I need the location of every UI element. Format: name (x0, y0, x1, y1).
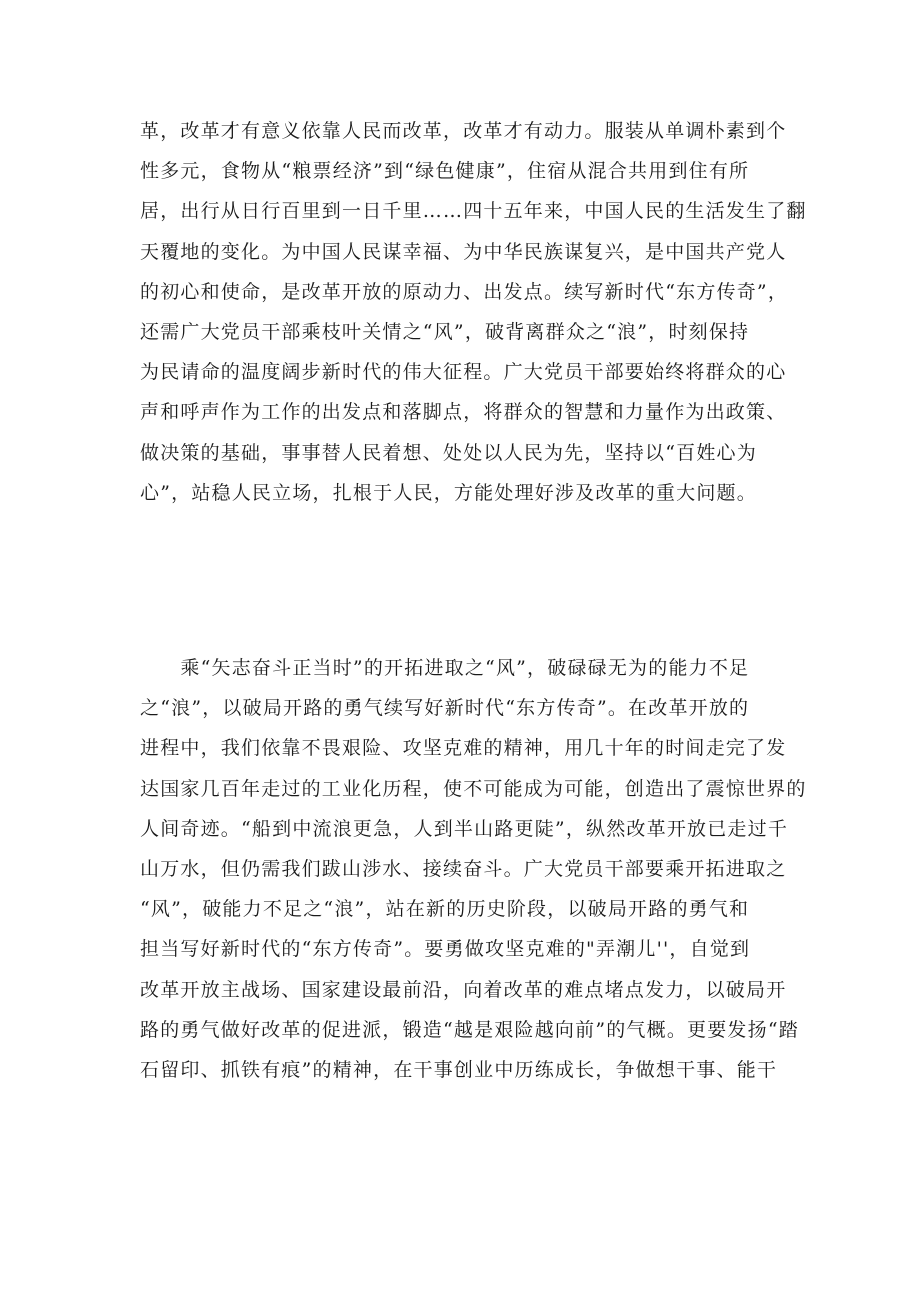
text-line: 乘“矢志奋斗正当时”的开拓进取之“风”，破碌碌无为的能力不足 (140, 657, 750, 679)
paragraph-1 (140, 111, 807, 513)
text-line: 的初心和使命，是改革开放的原动力、出发点。续写新时代“东方传奇”， (140, 280, 789, 303)
text-line: 路的勇气做好改革的促进派，锻造“越是艰险越向前”的气概。更要发扬“踏 (140, 1018, 799, 1041)
text-line: 为民请命的温度阔步新时代的伟大征程。广大党员干部要始终将群众的心 (140, 361, 787, 384)
text-line: 革，改革才有意义依靠人民而改革，改革才有动力。服装从单调朴素到个 (140, 120, 787, 142)
text-line: 做决策的基础，事事替人民着想、处处以人民为先，坚持以“百姓心为 (140, 441, 757, 464)
text-line: 山万水，但仍需我们跋山涉水、接续奋斗。广大党员干部要乘开拓进取之 (140, 857, 787, 880)
text-line: 居，出行从日行百里到一日千里……四十五年来，中国人民的生活发生了翻 (140, 200, 807, 223)
text-line: 石留印、抓铁有痕”的精神，在干事创业中历练成长，争做想干事、能干 (140, 1058, 778, 1081)
text-line: 达国家几百年走过的工业化历程，使不可能成为可能，创造出了震惊世界的 (140, 777, 807, 800)
text-line: 还需广大党员干部乘枝叶关情之“风”，破背离群众之“浪”，时刻保持 (140, 320, 750, 343)
text-line: 之“浪”，以破局开路的勇气续写好新时代“东方传奇”。在改革开放的 (140, 697, 750, 720)
text-line: 改革开放主战场、国家建设最前沿，向着改革的难点堵点发力，以破局开 (140, 978, 787, 1001)
text-line: 天覆地的变化。为中国人民谋幸福、为中华民族谋复兴，是中国共产党人 (140, 240, 787, 263)
text-line: 担当写好新时代的“东方传奇”。要勇做攻坚克难的"弄潮儿''，自觉到 (140, 938, 751, 961)
text-line: 声和呼声作为工作的出发点和落脚点，将群众的智慧和力量作为出政策、 (140, 401, 787, 424)
text-line: 心”，站稳人民立场，扎根于人民，方能处理好涉及改革的重大问题。 (140, 481, 757, 504)
text-line: 进程中，我们依靠不畏艰险、攻坚克难的精神，用几十年的时间走完了发 (140, 737, 787, 760)
text-line: 性多元，食物从“粮票经济”到“绿色健康”，住宿从混合共用到住有所 (140, 160, 750, 183)
text-line: “风”，破能力不足之“浪”，站在新的历史阶段，以破局开路的勇气和 (140, 898, 750, 921)
paragraph-2 (140, 648, 807, 1090)
text-line: 人间奇迹。“船到中流浪更急，人到半山路更陡”，纵然改革开放已走过千 (140, 817, 789, 840)
